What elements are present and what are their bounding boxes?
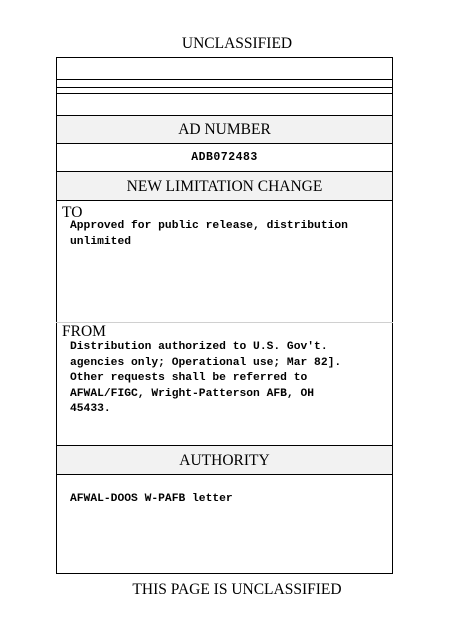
- rule-line: [56, 87, 393, 88]
- rule-line: [56, 79, 393, 80]
- rule-line: [56, 93, 393, 94]
- ad-number-title: AD NUMBER: [178, 121, 271, 138]
- rule-line: [56, 143, 393, 144]
- rule-line: [56, 474, 393, 475]
- footer-classification: THIS PAGE IS UNCLASSIFIED: [132, 581, 342, 598]
- rule-line: [56, 200, 393, 201]
- ad-number-value: ADB072483: [191, 151, 258, 164]
- from-label: FROM: [62, 323, 106, 340]
- change-title: NEW LIMITATION CHANGE: [126, 178, 323, 195]
- authority-text: AFWAL-DOOS W-PAFB letter: [70, 493, 233, 505]
- from-text: Distribution authorized to U.S. Gov't. agencies only; Operational use; Mar 82]. Other requests shall be referred to AFWAL/FIGC, Wright-Patterson AFB, OH 45433.: [70, 341, 342, 415]
- section-divider: [56, 322, 393, 323]
- to-text: Approved for public release, distribution unlimited: [70, 220, 348, 248]
- to-label: TO: [62, 204, 83, 221]
- authority-title: AUTHORITY: [179, 452, 270, 469]
- header-classification: UNCLASSIFIED: [181, 35, 293, 52]
